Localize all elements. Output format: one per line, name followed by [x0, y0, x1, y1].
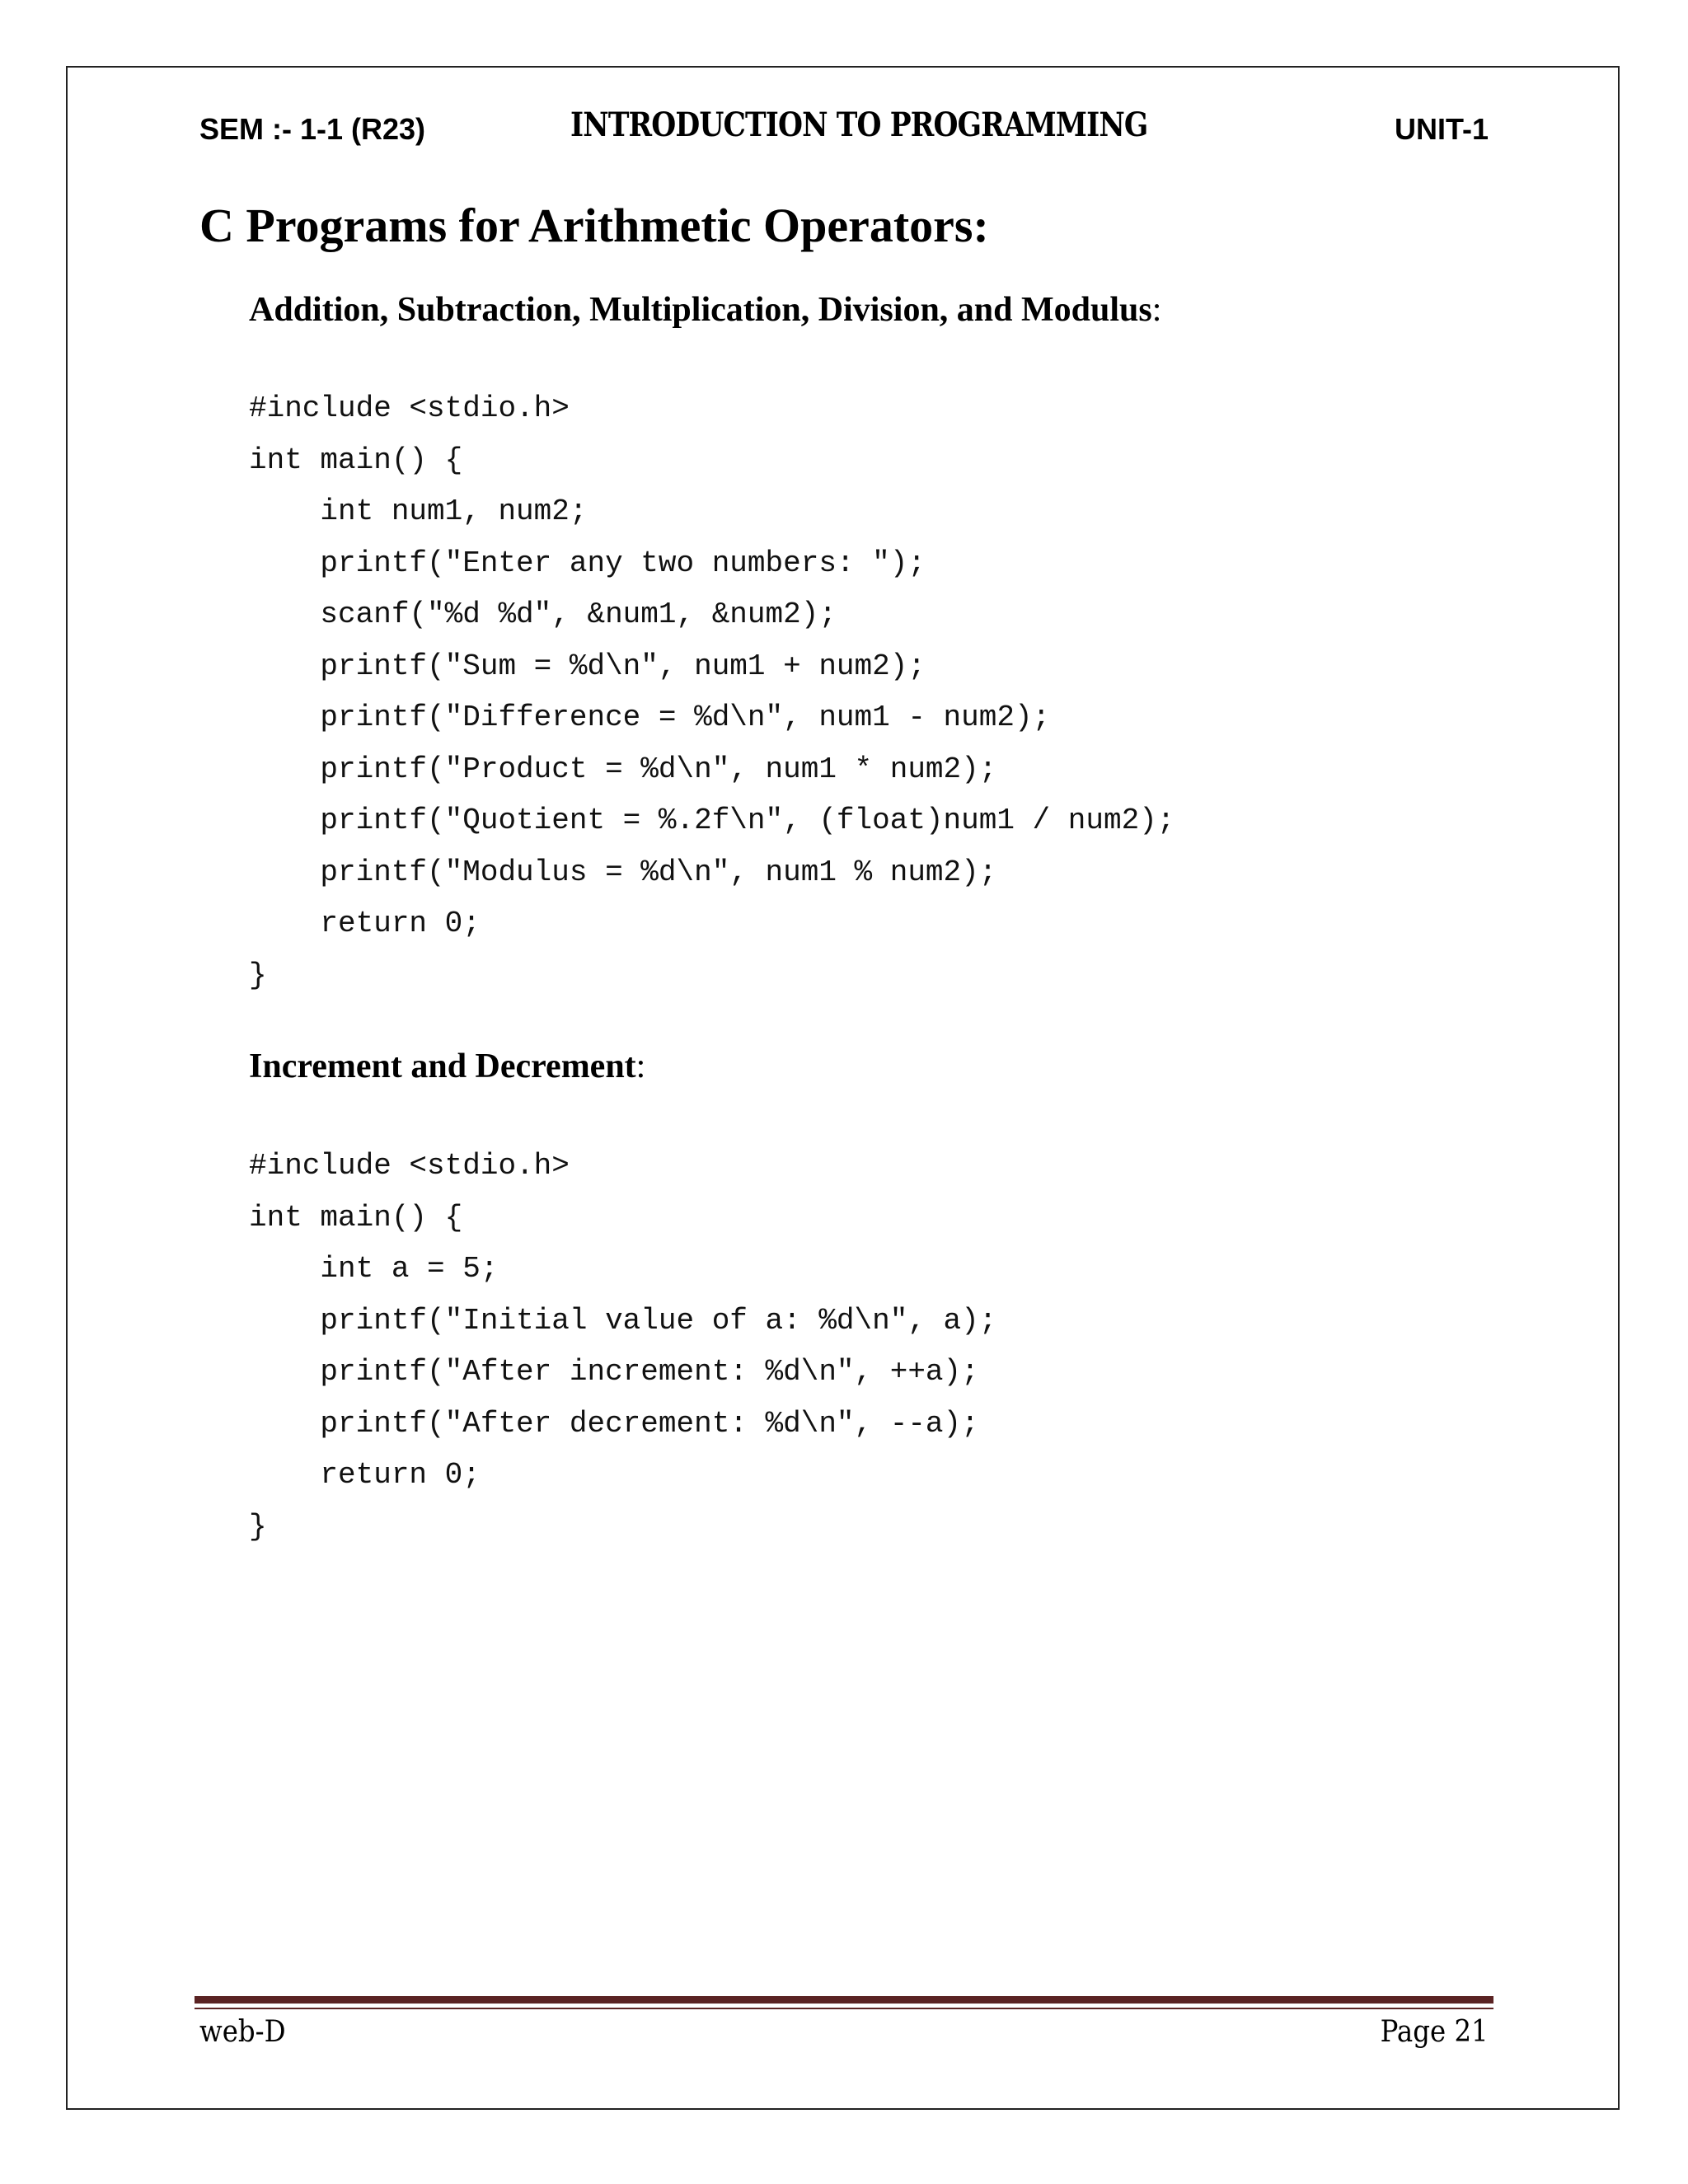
section-heading-arithmetic-colon: : — [1151, 291, 1162, 329]
page-header — [199, 105, 1489, 155]
section-heading-increment-text: Increment and Decrement — [249, 1047, 636, 1085]
code-line: printf("Quotient = %.2f\n", (float)num1 / num2); — [249, 804, 1175, 837]
code-line: int num1, num2; — [249, 494, 588, 528]
code-block-increment — [249, 1141, 996, 1553]
code-line: int a = 5; — [249, 1252, 499, 1286]
code-line: scanf("%d %d", &num1, &num2); — [249, 598, 837, 631]
code-line: printf("After decrement: %d\n", --a); — [249, 1406, 979, 1441]
code-line: printf("Initial value of a: %d\n", a); — [249, 1303, 997, 1338]
code-line: } — [249, 958, 267, 992]
page-border — [66, 66, 1620, 2110]
code-line: } — [249, 1509, 267, 1544]
code-line: return 0; — [249, 907, 481, 940]
section-heading-arithmetic-text: Addition, Subtraction, Multiplication, Division, and Modulus — [249, 291, 1152, 329]
page-number: Page 21 — [1380, 2015, 1489, 2049]
code-line: printf("After increment: %d\n", ++a); — [249, 1355, 979, 1389]
footer-rule-thin — [195, 2008, 1493, 2009]
unit-label: UNIT-1 — [1394, 112, 1489, 146]
code-line: #include <stdio.h> — [249, 391, 570, 425]
subject-title: INTRODUCTION TO PROGRAMMING — [570, 105, 1148, 144]
page-title: C Programs for Arithmetic Operators: — [199, 199, 989, 252]
footer-left-text: web-D — [199, 2015, 286, 2049]
semester-label: SEM :- 1-1 (R23) — [199, 112, 426, 146]
section-heading-increment — [249, 1047, 645, 1086]
code-line: #include <stdio.h> — [249, 1149, 570, 1183]
code-line: printf("Sum = %d\n", num1 + num2); — [249, 649, 926, 683]
code-line: printf("Product = %d\n", num1 * num2); — [249, 752, 997, 786]
code-line: return 0; — [249, 1458, 481, 1492]
footer-rule — [195, 1996, 1493, 2004]
section-heading-increment-colon: : — [635, 1047, 646, 1085]
code-block-arithmetic — [249, 383, 1175, 1001]
code-line: printf("Difference = %d\n", num1 - num2); — [249, 701, 1051, 734]
code-line: printf("Enter any two numbers: "); — [249, 546, 926, 580]
code-line: int main() { — [249, 1200, 463, 1235]
code-line: printf("Modulus = %d\n", num1 % num2); — [249, 855, 997, 889]
section-heading-arithmetic — [249, 290, 1161, 330]
code-line: int main() { — [249, 443, 463, 477]
